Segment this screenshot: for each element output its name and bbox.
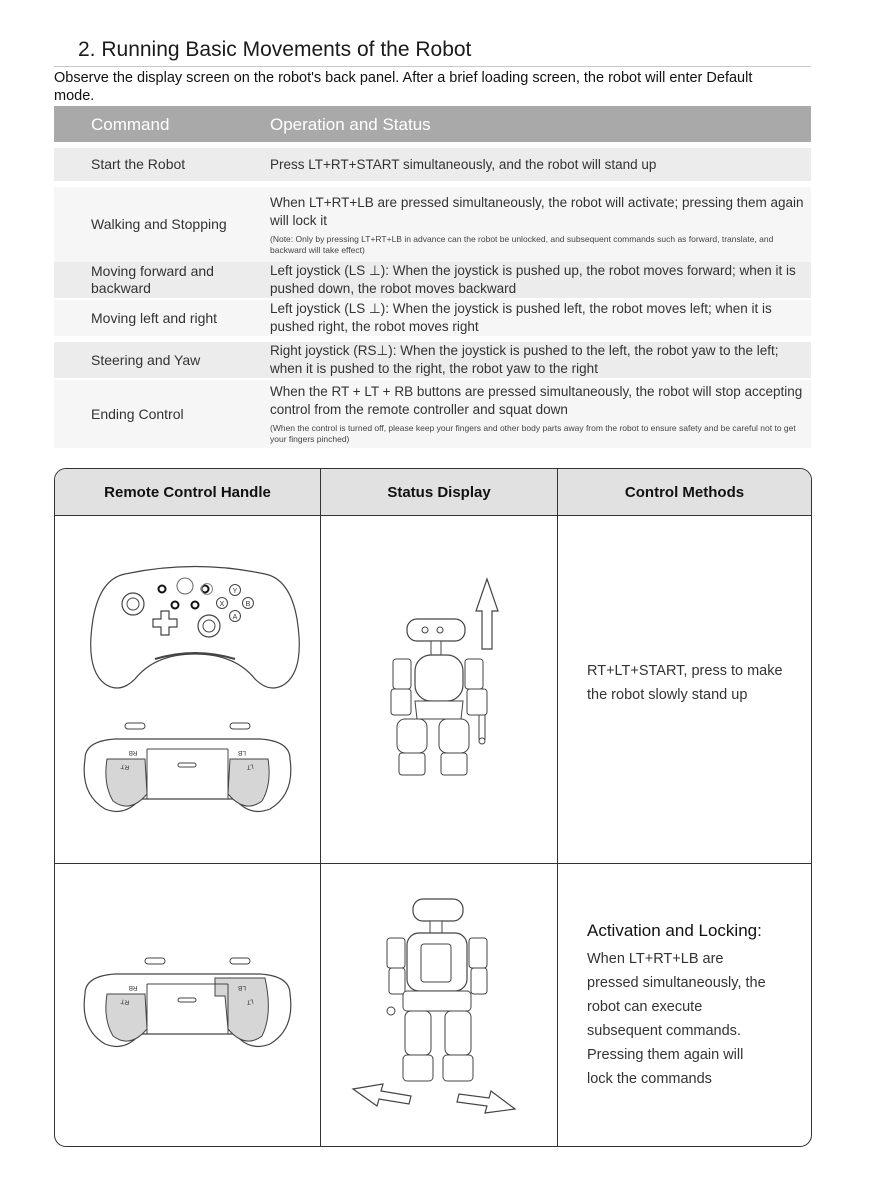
- robot-walking-illustration: [345, 894, 525, 1124]
- heading-rule: [54, 66, 811, 67]
- table-row: [54, 342, 811, 378]
- table-row: [54, 148, 811, 181]
- grid-divider: [557, 469, 558, 1146]
- grid-header-handle: Remote Control Handle: [55, 469, 320, 516]
- command-name: Steering and Yaw: [91, 351, 201, 368]
- right-arrow-icon: [457, 1091, 515, 1113]
- rt-label: RT: [120, 762, 130, 771]
- table-row: [54, 300, 811, 336]
- rb-label: RB: [128, 749, 138, 756]
- button-y-label: Y: [232, 588, 238, 595]
- command-name: Ending Control: [91, 405, 184, 422]
- table-row: [54, 187, 811, 262]
- button-b-label: B: [245, 601, 251, 608]
- command-name: Start the Robot: [91, 156, 186, 172]
- command-operation: Left joystick (LS ⊥): When the joystick is pushed left, the robot moves left; when it is pushed right, the robot moves right: [270, 301, 772, 334]
- command-note: (When the control is turned off, please keep your fingers and other body parts away from the robot to ensure safety and be careful not to get your fingers pinched): [270, 423, 796, 444]
- button-a-label: A: [232, 614, 238, 621]
- header-operation: Operation and Status: [270, 115, 431, 134]
- lb-label: LB: [238, 984, 246, 991]
- button-x-label: X: [219, 601, 225, 608]
- table-row: [54, 380, 811, 448]
- robot-stand-up-illustration: [375, 569, 515, 789]
- intro-text: Observe the display screen on the robot's back panel. After a brief loading screen, the robot will enter Default mode.: [54, 70, 753, 104]
- command-table-header: [54, 106, 811, 142]
- section-heading: 2. Running Basic Movements of the Robot: [78, 38, 472, 61]
- lt-label: LT: [245, 997, 255, 1006]
- up-arrow-icon: [476, 579, 498, 649]
- command-operation: Right joystick (RS⊥): When the joystick is pushed to the left, the robot yaw to the left; when it is pushed to the right, the robot yaw to the right: [270, 343, 779, 376]
- command-operation: Press LT+RT+START simultaneously, and the robot will stand up: [270, 156, 657, 172]
- grid-header-methods: Control Methods: [558, 469, 811, 516]
- command-name: Moving left and right: [91, 309, 218, 326]
- command-note: (Note: Only by pressing LT+RT+LB in advance can the robot be unlocked, and subsequent commands such as forward, translate, and backward will take effect): [270, 233, 774, 255]
- lb-label: LB: [238, 749, 246, 756]
- command-name: Walking and Stopping: [91, 216, 227, 232]
- header-command: Command: [91, 115, 170, 134]
- grid-header-status: Status Display: [321, 469, 557, 516]
- rb-label: RB: [128, 984, 138, 991]
- grid-divider: [55, 863, 811, 864]
- control-method-2: When LT+RT+LB are pressed simultaneously, the robot can execute subsequent commands. Pressing them again will lock the commands: [587, 951, 766, 1087]
- rt-label: RT: [120, 997, 130, 1006]
- left-arrow-icon: [353, 1084, 411, 1106]
- command-operation: Left joystick (LS ⊥): When the joystick is pushed up, the robot moves forward; when it is pushed down, the robot moves backward: [270, 263, 796, 296]
- controller-top-illustration-2: [75, 954, 300, 1054]
- command-name: Moving forward and backward: [91, 263, 214, 296]
- control-method-1: RT+LT+START, press to make the robot slowly stand up: [587, 663, 783, 703]
- lt-label: LT: [245, 762, 255, 771]
- control-method-2-title: Activation and Locking:: [587, 921, 762, 940]
- controller-front-illustration: [85, 559, 305, 699]
- grid-divider: [320, 469, 321, 1146]
- table-row: [54, 262, 811, 298]
- controller-top-illustration-1: [75, 719, 300, 819]
- command-operation: When the RT + LT + RB buttons are pressed simultaneously, the robot will stop accepting control from the remote controller and squat down (When the control is turned off, please keep your fingers and other body parts away from the robot to ensure safety and be careful not to get your fingers pinched): [270, 380, 808, 448]
- command-operation: When LT+RT+LB are pressed simultaneously, the robot will activate; pressing them again will lock it (Note: Only by pressing LT+RT+LB in advance can the robot be unlocked, and subsequent commands such as forward, translate, and backward will take effect): [270, 187, 808, 262]
- control-grid: [54, 468, 812, 1147]
